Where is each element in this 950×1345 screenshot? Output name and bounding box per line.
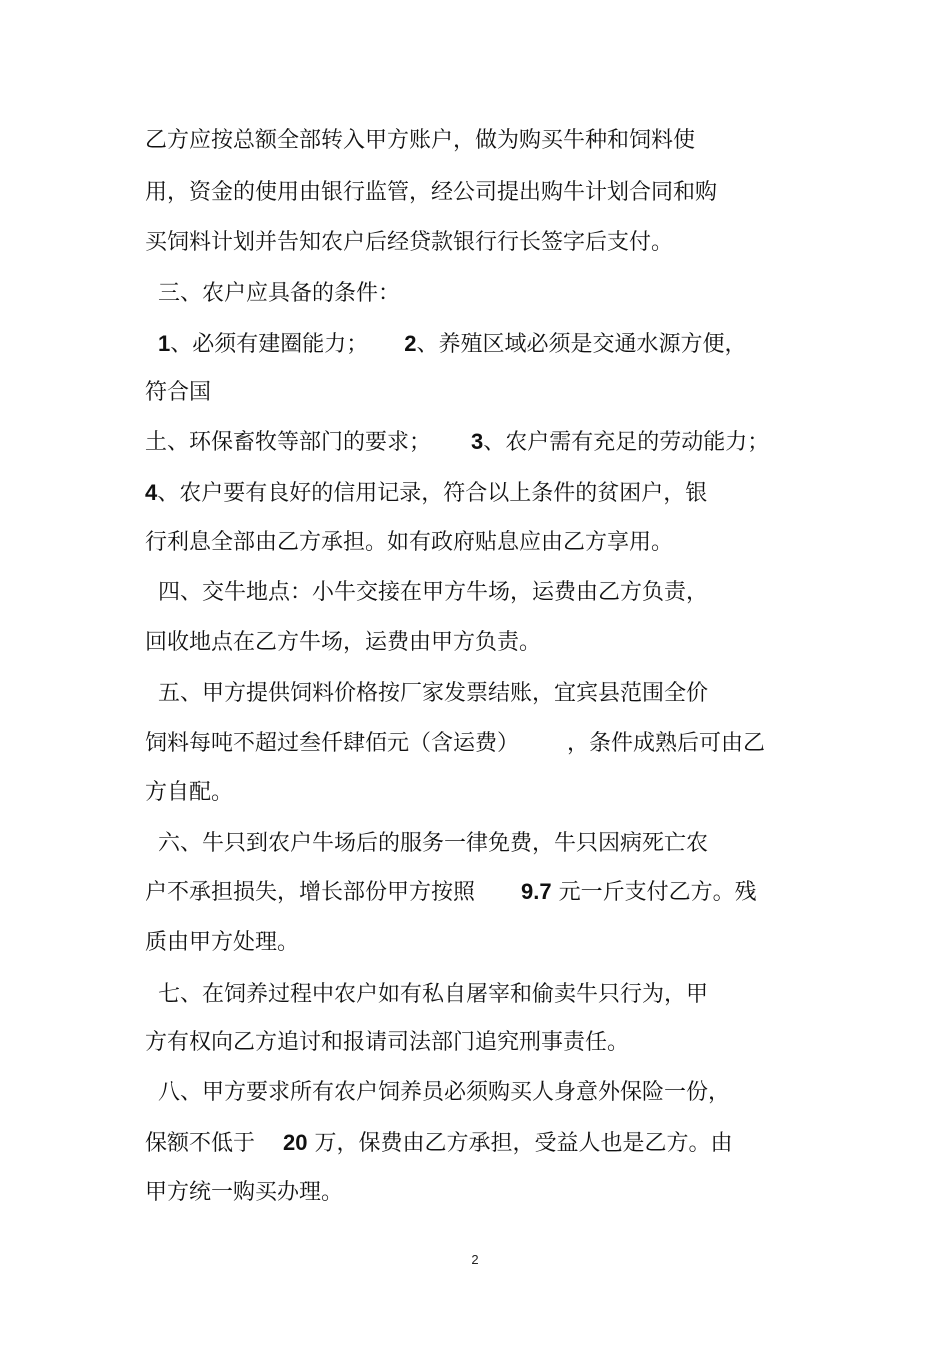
feed-price-text: ，条件成熟后可由乙	[567, 731, 766, 756]
text-line	[145, 879, 757, 906]
price-value: 9.7	[521, 879, 552, 904]
section-heading: 五、甲方提供饲料价格按厂家发票结账，宜宾县范围全价	[158, 681, 709, 706]
text-line: 甲方统一购买办理。	[145, 1180, 344, 1205]
insurance-text: 保额不低于	[145, 1131, 256, 1156]
condition-text: 、农户要有良好的信用记录，符合以上条件的贫困户，银	[157, 481, 708, 506]
condition-text: 、农户需有充足的劳动能力；	[483, 430, 770, 455]
text-line: 回收地点在乙方牛场，运费由甲方负责。	[145, 630, 542, 655]
insurance-text: 万，保费由乙方承担，受益人也是乙方。由	[307, 1131, 733, 1156]
text-line	[145, 1130, 733, 1157]
condition-number: 3	[471, 429, 484, 454]
condition-text: 、必须有建圈能力；	[170, 332, 369, 357]
section-heading: 六、牛只到农户牛场后的服务一律免费，牛只因病死亡农	[158, 831, 709, 856]
condition-number: 4	[145, 480, 158, 505]
condition-line	[145, 429, 769, 456]
insurance-value: 20	[283, 1130, 308, 1155]
price-text: 户不承担损失，增长部份甲方按照	[145, 880, 476, 905]
section-heading: 三、农户应具备的条件：	[158, 281, 401, 306]
condition-number: 1	[158, 331, 171, 356]
page-number: 2	[471, 1252, 479, 1267]
condition-number: 2	[404, 331, 417, 356]
text-line: 质由甲方处理。	[145, 930, 300, 955]
price-text: 元一斤支付乙方。残	[551, 880, 757, 905]
section-heading: 四、交牛地点：小牛交接在甲方牛场，运费由乙方负责，	[158, 580, 709, 605]
text-line: 乙方应按总额全部转入甲方账户，做为购买牛种和饲料使	[145, 128, 696, 153]
condition-text: 、养殖区域必须是交通水源方便，	[416, 332, 747, 357]
text-line: 方有权向乙方追讨和报请司法部门追究刑事责任。	[145, 1030, 630, 1055]
feed-price-text: 饲料每吨不超过叁仟肆佰元（含运费）	[145, 731, 520, 756]
condition-line	[145, 480, 707, 507]
condition-text: 土、环保畜牧等部门的要求；	[145, 430, 432, 455]
text-line: 行利息全部由乙方承担。如有政府贴息应由乙方享用。	[145, 530, 674, 555]
text-line: 方自配。	[145, 780, 234, 805]
text-line: 买饲料计划并告知农户后经贷款银行行长签字后支付。	[145, 230, 674, 255]
condition-line	[158, 331, 747, 358]
text-line: 符合国	[145, 380, 212, 405]
text-line: 用，资金的使用由银行监管，经公司提出购牛计划合同和购	[145, 180, 718, 205]
text-line	[145, 731, 765, 757]
section-heading: 八、甲方要求所有农户饲养员必须购买人身意外保险一份，	[158, 1080, 731, 1105]
section-heading: 七、在饲养过程中农户如有私自屠宰和偷卖牛只行为，甲	[158, 982, 709, 1007]
